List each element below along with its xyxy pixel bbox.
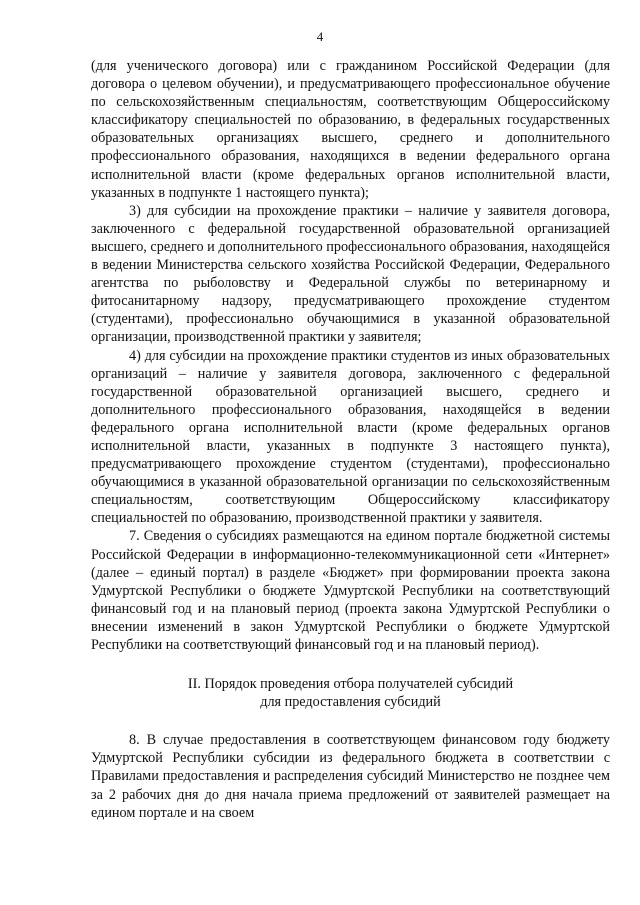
spacer [91, 654, 610, 675]
section-heading-line-1: II. Порядок проведения отбора получателей субсидий [187, 676, 514, 693]
paragraph-item-7: 7. Сведения о субсидиях размещаются на едином портале бюджетной системы Российской Федерации в информационно-телекоммуникационной сети «Интернет» (далее – единый портал) в разделе «Бюджет» при формировании проекта закона Удмуртской Республики о бюджете Удмуртской Республики на соответствующий финансовый год и на плановый период (проекта закона Удмуртской Республики о внесении изменений в закон Удмуртской Республики о бюджете Удмуртской Республики на соответствующий финансовый год и на плановый период). [91, 528, 610, 653]
paragraph-item-8: 8. В случае предоставления в соответствующем финансовом году бюджету Удмуртской Республики субсидии из федерального бюджета в соответствии с Правилами предоставления и распределения субсидий Министерство не позднее чем за 2 рабочих дня до дня начала приема предложений от заявителей размещает на едином портале и на своем [91, 732, 610, 821]
spacer [91, 711, 610, 731]
paragraph-item-3: 3) для субсидии на прохождение практики – наличие у заявителя договора, заключенного с федеральной государственной образовательной организацией высшего, среднего и дополнительного профессионального образования, находящейся в ведении Министерства сельского хозяйства Российской Федерации, Федерального агентства по рыболовству и Федеральной службы по ветеринарному и фитосанитарному надзору, предусматривающего прохождение студентом (студентами), профессионально обучающимися в указанной образовательной организации, производственной практики у заявителя; [91, 202, 610, 346]
section-heading-line-2: для предоставления субсидий [260, 694, 441, 711]
page-number: 4 [316, 29, 324, 44]
paragraph-continuation: (для ученического договора) или с гражданином Российской Федерации (для договора о целевом обучении), и предусматривающего профессиональное обучение по сельскохозяйственным специальностям, соответствующим Общероссийскому классификатору специальностей по образованию, в федеральных государственных образовательных организациях высшего, среднего и дополнительного профессионального образования, находящихся в ведении федерального органа исполнительной власти (кроме федеральных органов исполнительной власти, указанных в подпункте 1 настоящего пункта); [91, 58, 610, 201]
paragraph-item-4: 4) для субсидии на прохождение практики студентов из иных образовательных организаций – наличие у заявителя договора, заключенного с федеральной государственной образовательной организацией высшего, среднего и дополнительного профессионального образования, находящейся в ведении федерального органа исполнительной власти (кроме федеральных органов исполнительной власти, указанных в подпункте 3 настоящего пункта), предусматривающего прохождение студентом (студентами), профессионально обучающимися в указанной образовательной организации по сельскохозяйственным специальностям, соответствующим Общероссийскому классификатору специальностей по образованию, производственной практики у заявителя. [91, 347, 610, 527]
document-body [91, 57, 610, 822]
